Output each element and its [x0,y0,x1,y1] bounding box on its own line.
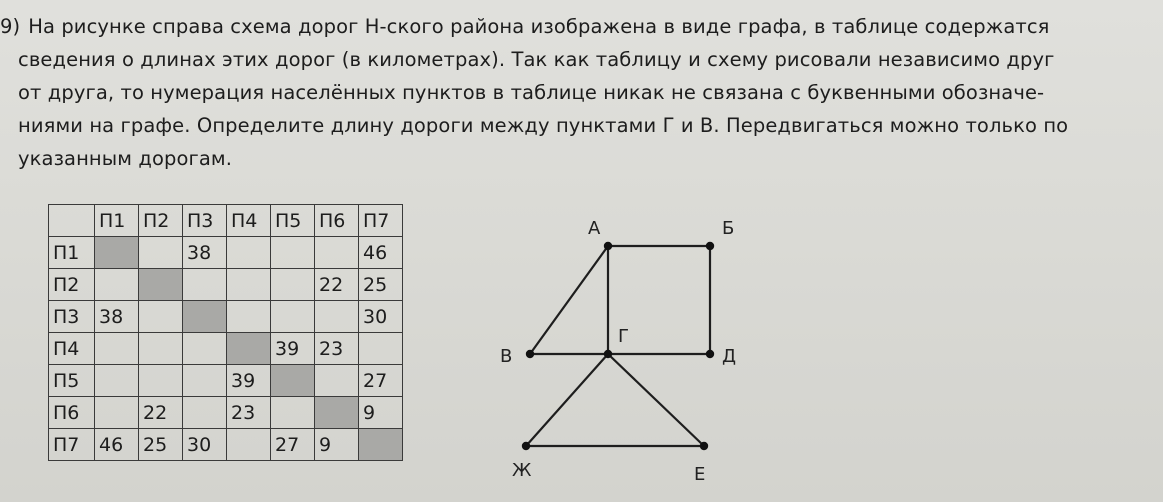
table-cell: 39 [227,365,271,397]
table-diagonal-cell [183,301,227,333]
graph-node-label: В [500,346,513,367]
table-cell [359,333,403,365]
graph-node [526,350,534,358]
table-cell [227,269,271,301]
table-cell: 46 [95,429,139,461]
graph-node [604,350,612,358]
table-diagonal-cell [139,269,183,301]
table-row-header: П5 [49,365,95,397]
table-cell: 9 [315,429,359,461]
table-cell [95,397,139,429]
table-row-header: П1 [49,237,95,269]
table-cell [271,301,315,333]
table-cell [315,365,359,397]
table-row-header: П2 [49,269,95,301]
graph-node-label: А [588,218,601,239]
table-cell: 30 [359,301,403,333]
table-row-header: П7 [49,429,95,461]
table-cell [95,365,139,397]
table-row [49,333,403,365]
table-row [49,365,403,397]
table-row [49,237,403,269]
problem-statement [0,10,1150,175]
table-column-header: П6 [315,205,359,237]
table-cell [183,269,227,301]
table-cell: 27 [271,429,315,461]
table-row [49,429,403,461]
graph-node-label: Д [722,346,737,367]
graph-node [706,242,714,250]
problem-line: сведения о длинах этих дорог (в километрах). Так как таблицу и схему рисовали независимо друг [18,48,1055,71]
table-diagonal-cell [315,397,359,429]
distance-table [48,204,403,461]
road-graph [490,210,770,490]
table-cell: 46 [359,237,403,269]
table-cell: 22 [315,269,359,301]
graph-node [706,350,714,358]
table-cell [139,301,183,333]
table-row [49,269,403,301]
table-cell [227,301,271,333]
table-cell: 25 [359,269,403,301]
table-cell [315,237,359,269]
table-column-header: П7 [359,205,403,237]
table-header-row [49,205,403,237]
table-cell [95,269,139,301]
table-diagonal-cell [271,365,315,397]
problem-line-text: На рисунке справа схема дорог Н-ского района изображена в виде графа, в таблице содержатся [28,15,1050,38]
problem-line: указанным дорогам. [18,147,233,170]
graph-edge [608,354,704,446]
table-corner-cell [49,205,95,237]
table-cell [183,365,227,397]
table-row-header: П3 [49,301,95,333]
table-cell [227,237,271,269]
table-cell: 25 [139,429,183,461]
table-cell [271,237,315,269]
table-row-header: П4 [49,333,95,365]
graph-edge [526,354,608,446]
table-cell: 9 [359,397,403,429]
problem-line [0,10,1150,43]
table-row [49,397,403,429]
table-column-header: П3 [183,205,227,237]
table-diagonal-cell [95,237,139,269]
graph-node [522,442,530,450]
table-diagonal-cell [359,429,403,461]
table-cell: 38 [183,237,227,269]
table-cell [139,237,183,269]
graph-edge [530,246,608,354]
table-column-header: П4 [227,205,271,237]
table-cell: 38 [95,301,139,333]
table-row [49,301,403,333]
table-column-header: П1 [95,205,139,237]
table-cell [95,333,139,365]
graph-node-label: Е [694,464,706,485]
table-row-header: П6 [49,397,95,429]
problem-number: 9) [0,15,21,38]
graph-node-label: Г [618,326,629,347]
graph-node-label: Ж [512,460,532,481]
table-column-header: П5 [271,205,315,237]
problem-line: от друга, то нумерация населённых пунктов в таблице никак не связана с буквенными обозначе- [18,81,1045,104]
graph-node-label: Б [722,218,735,239]
table-cell [271,397,315,429]
table-column-header: П2 [139,205,183,237]
table-cell [139,333,183,365]
table-cell [183,333,227,365]
table-diagonal-cell [227,333,271,365]
graph-node [604,242,612,250]
table-cell: 22 [139,397,183,429]
graph-node [700,442,708,450]
table-cell [139,365,183,397]
table-cell: 27 [359,365,403,397]
table-cell: 23 [315,333,359,365]
table-cell: 39 [271,333,315,365]
table-cell [315,301,359,333]
table-cell: 30 [183,429,227,461]
table-cell [183,397,227,429]
problem-line: ниями на графе. Определите длину дороги между пунктами Г и В. Передвигаться можно только по [18,114,1069,137]
table-cell [271,269,315,301]
table-cell [227,429,271,461]
table-cell: 23 [227,397,271,429]
